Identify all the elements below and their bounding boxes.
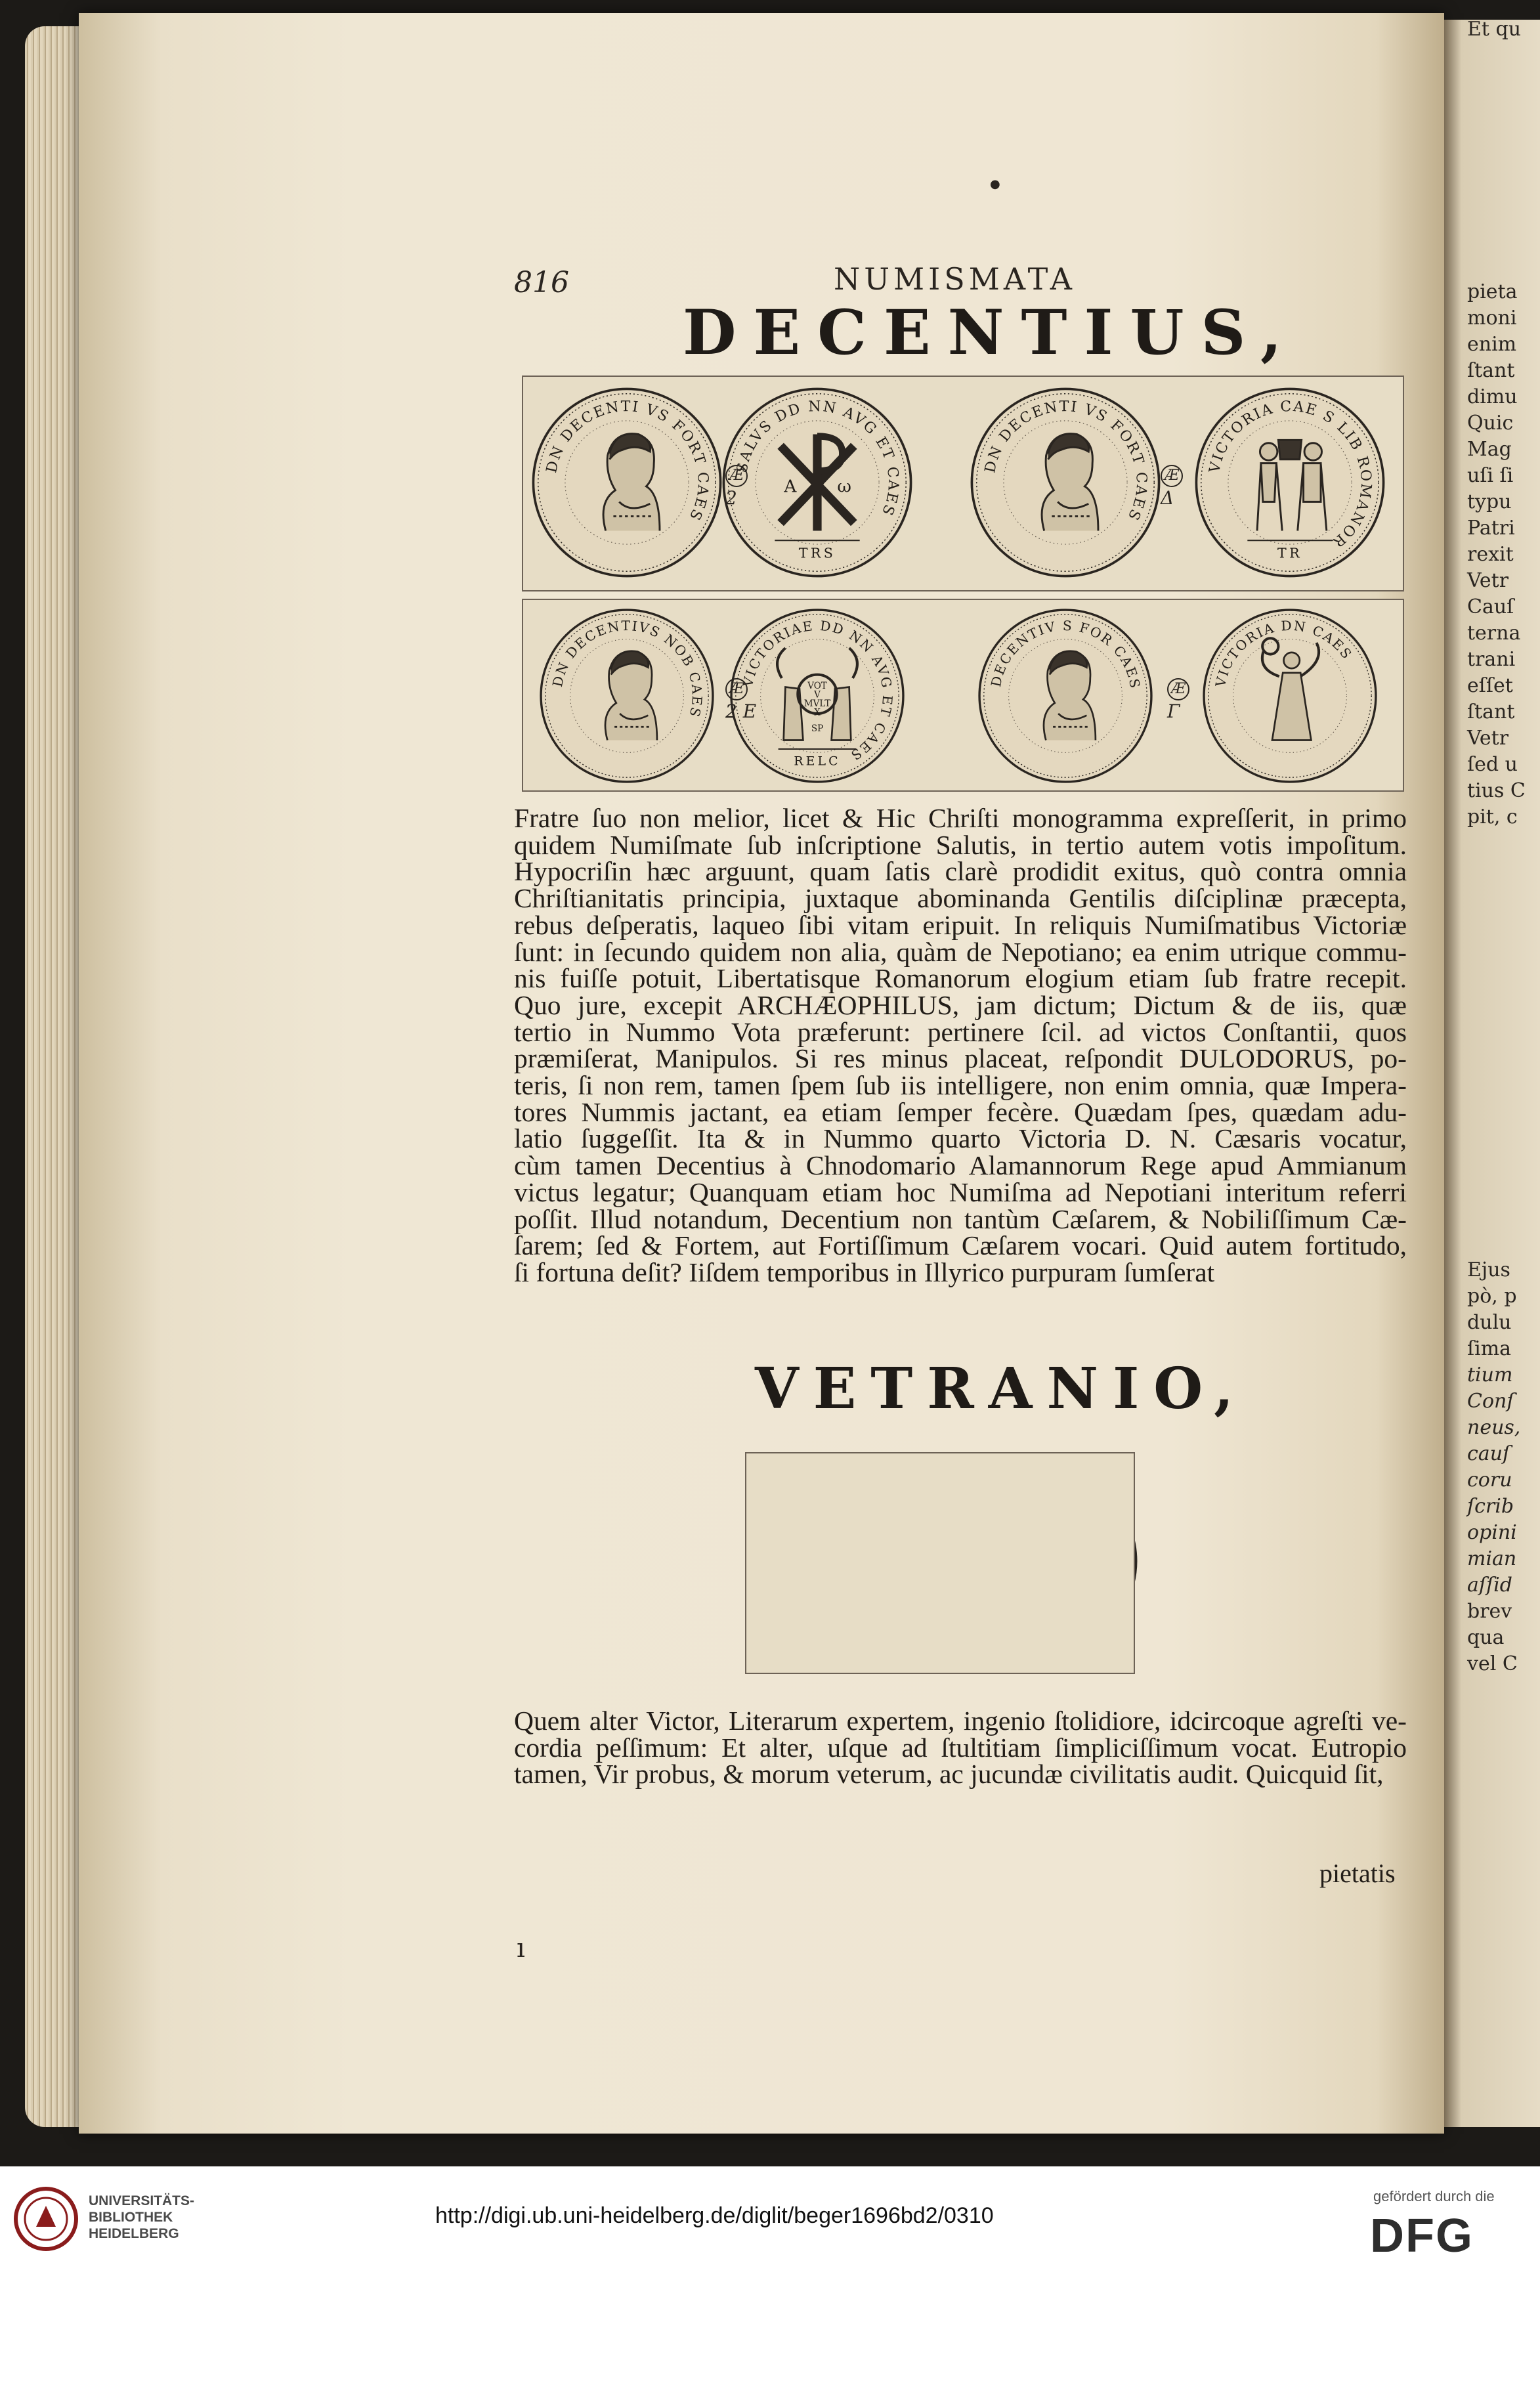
next-page-fragment: brev	[1467, 1600, 1512, 1623]
coin-row1-3	[969, 386, 1162, 579]
coin-exergue: RELC	[794, 754, 841, 769]
next-page-fragment: dulu	[1467, 1311, 1512, 1334]
next-page-fragment: neus,	[1467, 1416, 1521, 1439]
next-page-fragment: Et qu	[1467, 20, 1522, 41]
next-page-fragment: moni	[1467, 307, 1517, 330]
decentius-text-line: teris, ſi non rem, tamen ſpem ſub iis intelligere, non enim omnia, quæ Impera-	[514, 1070, 1407, 1101]
coin-legend: SALVS DD NN AVG ET CAES	[734, 398, 902, 519]
coin-exergue: TR	[1277, 545, 1303, 561]
decentius-text-line: ſarem; ſed & Fortem, aut Fortiſſimum Cæſarem vocari. Quid autem fortitudo,	[514, 1230, 1407, 1261]
next-page-fragment: Quic	[1467, 412, 1514, 435]
decentius-text-line: quidem Numiſmate ſub inſcriptione Salutis, in tertio autem votis impoſitum.	[514, 829, 1407, 860]
next-page-fragment: Cauſ	[1467, 595, 1514, 618]
paragraph-decentius	[514, 805, 1407, 1286]
next-page-fragment: ſcrib	[1467, 1495, 1514, 1518]
next-page-fragment: ſtant	[1467, 359, 1515, 382]
coin-row1-4	[1193, 386, 1386, 579]
running-head: NUMISMATA	[834, 261, 1076, 297]
decentius-text-line: ſunt: in ſecundo quidem non alia, quàm de Nepotiano; ea enim utrique commu-	[514, 936, 1407, 967]
next-page-fragment: coru	[1467, 1469, 1512, 1492]
coin-legend: VICTORIA CAE S LIB ROMANOR	[1207, 398, 1375, 551]
vetranio-text-line: cordia peſſimum: Et alter, uſque ad ſtultitiam ſimpliciſſimum vocat. Eutropio	[514, 1732, 1407, 1763]
decentius-text-line: poſſit. Illud notandum, Decentium non tantùm Cæſarem, & Nobiliſſimum Cæ-	[514, 1203, 1407, 1234]
page-number: 816	[514, 266, 569, 299]
vetranio-text-line: tamen, Vir probus, & morum veterum, ac jucundæ civilitatis audit. Quicquid ſit,	[514, 1759, 1384, 1790]
next-page-fragment: tius C	[1467, 779, 1526, 802]
coin-field-letter: A	[784, 476, 797, 497]
next-page-fragment: rexit	[1467, 543, 1514, 566]
next-page-fragment: uſi ſi	[1467, 464, 1514, 487]
coin-plate-row3	[745, 1452, 1135, 1674]
next-page-fragment: ſima	[1467, 1337, 1512, 1360]
next-page-fragment: enim	[1467, 333, 1517, 356]
next-page-fragment: qua	[1467, 1626, 1505, 1649]
document-url-link[interactable]: http://digi.ub.uni-heidelberg.de/diglit/beger1696bd2/0310	[435, 2203, 994, 2228]
coin-legend: DN DECENTIVS NOB CAES	[549, 618, 706, 720]
next-page-fragment: vel C	[1467, 1652, 1518, 1675]
next-page-fragment: typu	[1467, 490, 1512, 513]
decentius-text-line: ſi fortuna deſit? Iiſdem temporibus in Illyrico purpuram ſumſerat	[514, 1257, 1215, 1287]
decentius-text-line: præmiſerat, Manipulos. Si res minus placeat, reſpondit DULODORUS, po-	[514, 1043, 1407, 1074]
coin-field-letter: V	[814, 689, 821, 700]
next-page-fragment: Conſ	[1467, 1390, 1514, 1413]
decentius-text-line: Quo jure, excepit ARCHÆOPHILUS, jam dictum; Dictum & de iis, quæ	[514, 989, 1407, 1020]
vetranio-text-line: Quem alter Victor, Literarum expertem, ingenio ſtolidiore, idcircoque agreſti ve-	[514, 1706, 1407, 1736]
coin-legend: DECENTIV S FOR CAES	[987, 617, 1144, 691]
paragraph-vetranio	[514, 1708, 1407, 1788]
coin-exergue: TRS	[798, 545, 836, 561]
title-decentius: DECENTIUS,	[683, 297, 1299, 369]
coin-metal-mark: Æ 2	[725, 463, 748, 509]
next-page-fragment: terna	[1467, 622, 1521, 645]
page-dot-mark: ●	[990, 177, 1000, 191]
next-page-strip	[1444, 20, 1540, 2127]
coin-legend: VICTORIA DN CAES	[1212, 617, 1356, 689]
next-page-fragment: Ejus	[1467, 1258, 1510, 1281]
coin-field-letter: ω	[837, 476, 851, 497]
coin-row2-4	[1201, 607, 1379, 784]
decentius-text-line: tertio in Nummo Vota præferunt: pertinere ſcil. ad victos Conſtantii, quos	[514, 1016, 1407, 1047]
decentius-text-line: latio ſuggeſſit. Ita & in Nummo quarto Victoria D. N. Cæsaris vocatur,	[514, 1123, 1407, 1154]
next-page-fragment: trani	[1467, 648, 1516, 671]
funding-note: gefördert durch die	[1373, 2188, 1495, 2204]
decentius-text-line: rebus deſperatis, laqueo ſibi vitam eripuit. In reliquis Numiſmatibus Victoriæ	[514, 909, 1407, 940]
coin-metal-mark: Æ Γ	[1167, 676, 1189, 722]
decentius-text-line: tores Nummis jactant, ea etiam ſemper fecère. Quædam ſpes, quædam adu-	[514, 1096, 1407, 1127]
coin-field-letter: VOT	[807, 681, 827, 692]
next-page-fragment: Vetr	[1467, 569, 1509, 592]
coin-row2-1	[538, 607, 716, 784]
next-page-fragment: Patri	[1467, 517, 1515, 540]
coin-legend: DN DECENTI VS FORT CAES	[544, 398, 712, 524]
next-page-fragment: Vetr	[1467, 727, 1509, 750]
decentius-text-line: victus legatur; Quanquam etiam hoc Numiſma ad Nepotiani interitum referri	[514, 1176, 1407, 1207]
next-page-fragment: dimu	[1467, 385, 1518, 408]
dfg-logo: DFG	[1370, 2210, 1474, 2262]
decentius-text-line: cùm tamen Decentius à Chnodomario Alamannorum Rege apud Ammianum	[514, 1150, 1407, 1181]
next-page-fragment: aſſid	[1467, 1574, 1512, 1597]
decentius-text-line: Chriſtianitatis principia, juxtaque abominanda Gentilis diſciplinæ præcepta,	[514, 883, 1407, 914]
next-page-fragment: opini	[1467, 1521, 1517, 1544]
next-page-fragment: eſſet	[1467, 674, 1513, 697]
next-page-fragment: cauſ	[1467, 1442, 1510, 1465]
footer-bar	[0, 2166, 1540, 2385]
coin-row2-3	[977, 607, 1154, 784]
decentius-text-line: Hypocriſin hæc arguunt, quam ſatis clarè prodidit exitus, quò contra omnia	[514, 856, 1407, 887]
catchword: pietatis	[1319, 1859, 1396, 1888]
next-page-fragment: ſtant	[1467, 700, 1515, 723]
next-page-fragment: pò, p	[1467, 1285, 1517, 1308]
coin-legend: DN DECENTI VS FORT CAES	[982, 398, 1150, 524]
next-page-fragment: mian	[1467, 1547, 1517, 1570]
university-seal-icon	[13, 2186, 79, 2252]
coin-field-letter: MVLT	[803, 698, 831, 710]
next-page-fragment: pieta	[1467, 280, 1518, 303]
university-name: UNIVERSITÄTS- BIBLIOTHEK HEIDELBERG	[89, 2193, 195, 2241]
page-stroke-mark: ı	[517, 1933, 525, 1964]
coin-field-letter: X	[814, 707, 821, 718]
next-page-fragment: pit, c	[1467, 806, 1518, 828]
coin-legend: VICTORIAE DD NN AVG ET CAES	[739, 617, 896, 764]
coin-metal-mark: Æ 2 E	[725, 676, 756, 722]
coin-metal-mark: Æ Δ	[1161, 463, 1183, 509]
coin-row1-1	[530, 386, 723, 579]
title-vetranio: VETRANIO,	[755, 1356, 1249, 1422]
next-page-fragment: ſed u	[1467, 753, 1518, 776]
next-page-fragment: tium	[1467, 1364, 1513, 1386]
coin-field-letter: SP	[811, 723, 824, 734]
next-page-fragment: Mag	[1467, 438, 1512, 461]
decentius-text-line: nis fuiſſe potuit, Libertatisque Romanorum elogium etiam ſub fratre recepit.	[514, 963, 1407, 994]
decentius-text-line: Fratre ſuo non melior, licet & Hic Chriſti monogramma expreſſerit, in primo	[514, 803, 1407, 833]
coin-row1-2	[721, 386, 914, 579]
